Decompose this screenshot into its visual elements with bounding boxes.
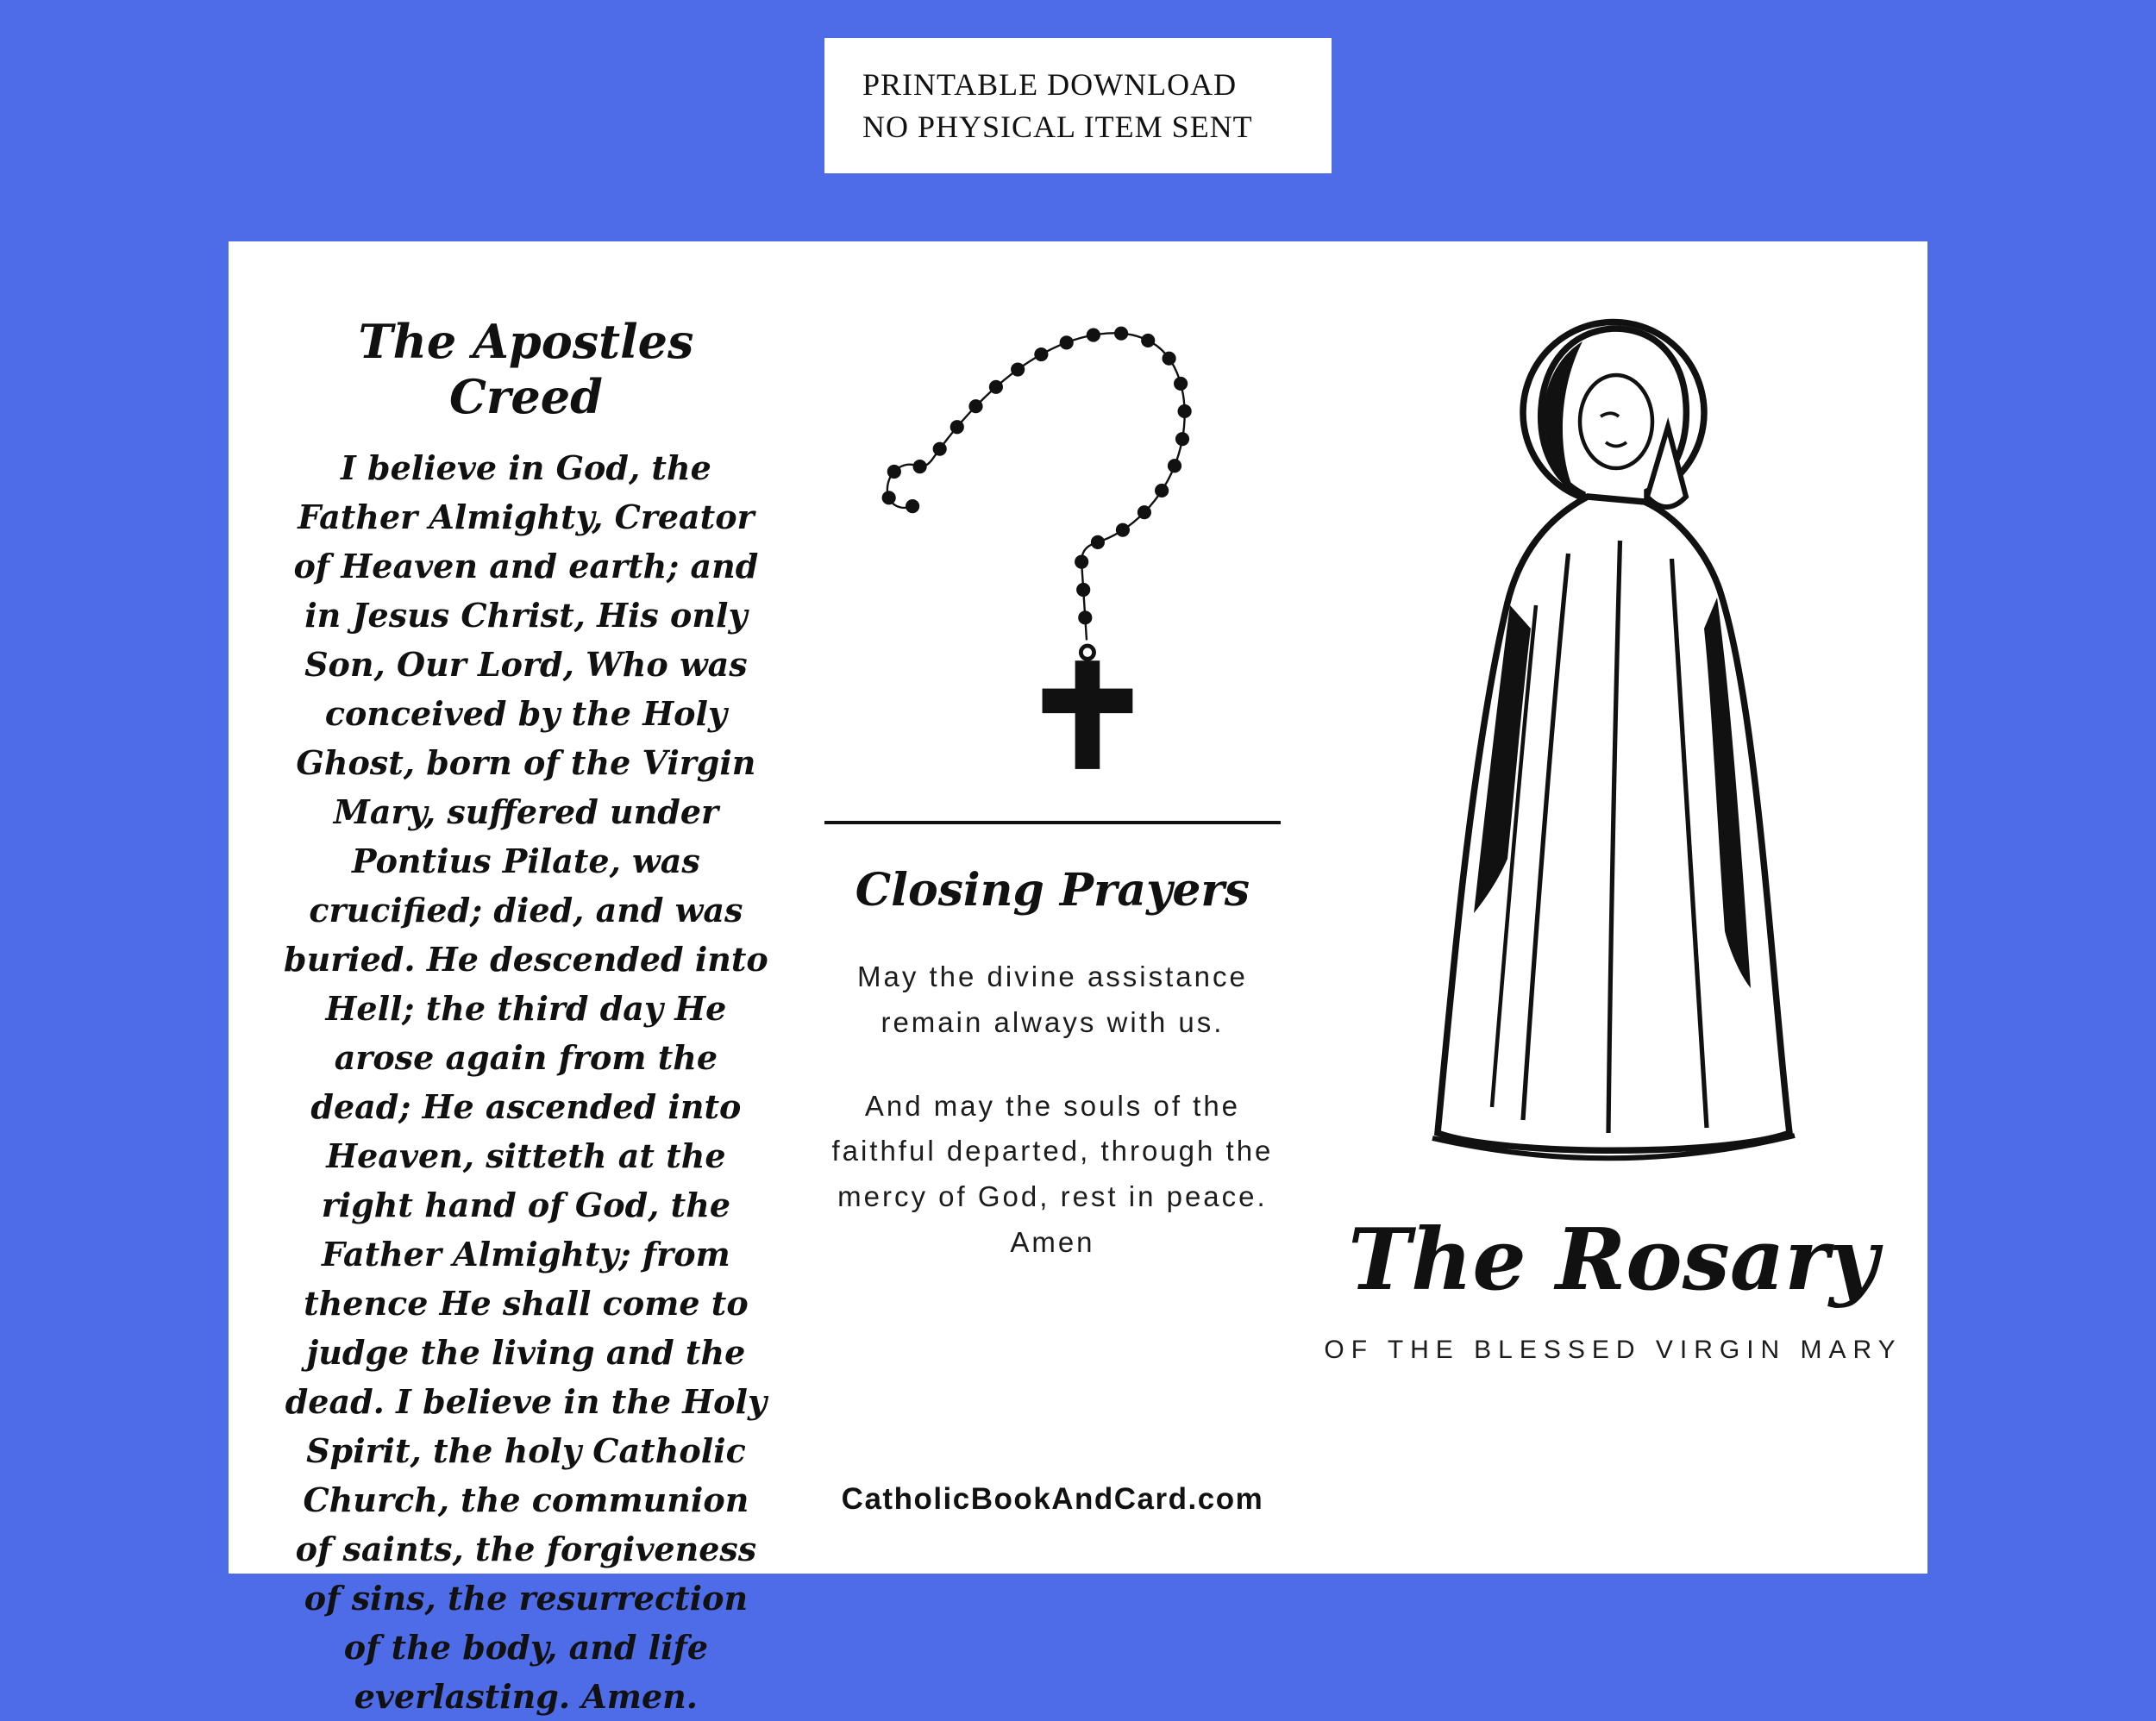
website-url: CatholicBookAndCard.com xyxy=(841,1482,1264,1516)
closing-prayers-title: Closing Prayers xyxy=(855,864,1250,917)
rosary-title: The Rosary xyxy=(1348,1211,1878,1310)
apostles-creed-text: I believe in God, the Father Almighty, Creator of Heaven and earth; and in Jesus Christ, His only Son, Our Lord, Who was conceived by the Holy Ghost, born of the Virgin Mary, suffered under Pontius Pilate, was crucified; died, and was buried. He descended into Hell; the third day He arose again from the dead; He ascended into Heaven, sitteth at the right hand of God, the Father Almighty; from thence He shall come to judge the living and the dead. I believe in the Holy Spirit, the holy Catholic Church, the communion of saints, the forgiveness of sins, the resurrection of the body, and life everlasting. Amen. xyxy=(284,448,768,1716)
rosary-beads-icon xyxy=(880,297,1225,790)
printable-download-banner xyxy=(824,38,1332,173)
banner-line-1: PRINTABLE DOWNLOAD xyxy=(862,67,1238,102)
closing-prayers-panel xyxy=(806,241,1299,1574)
virgin-mary-icon xyxy=(1394,290,1833,1195)
pamphlet-card xyxy=(229,241,1927,1716)
rosary-title-panel xyxy=(1299,241,1927,1574)
apostles-creed-title: The Apostles Creed xyxy=(358,314,694,424)
section-divider xyxy=(824,821,1281,824)
apostles-creed-panel xyxy=(229,241,806,1716)
banner-line-2: NO PHYSICAL ITEM SENT xyxy=(862,109,1253,144)
rosary-subtitle: OF THE BLESSED VIRGIN MARY xyxy=(1324,1336,1902,1364)
prayer-divine-assistance: May the divine assistance remain always with us. xyxy=(857,961,1248,1038)
prayer-faithful-departed: And may the souls of the faithful departed, through the mercy of God, rest in peace. Amen xyxy=(831,1089,1274,1258)
